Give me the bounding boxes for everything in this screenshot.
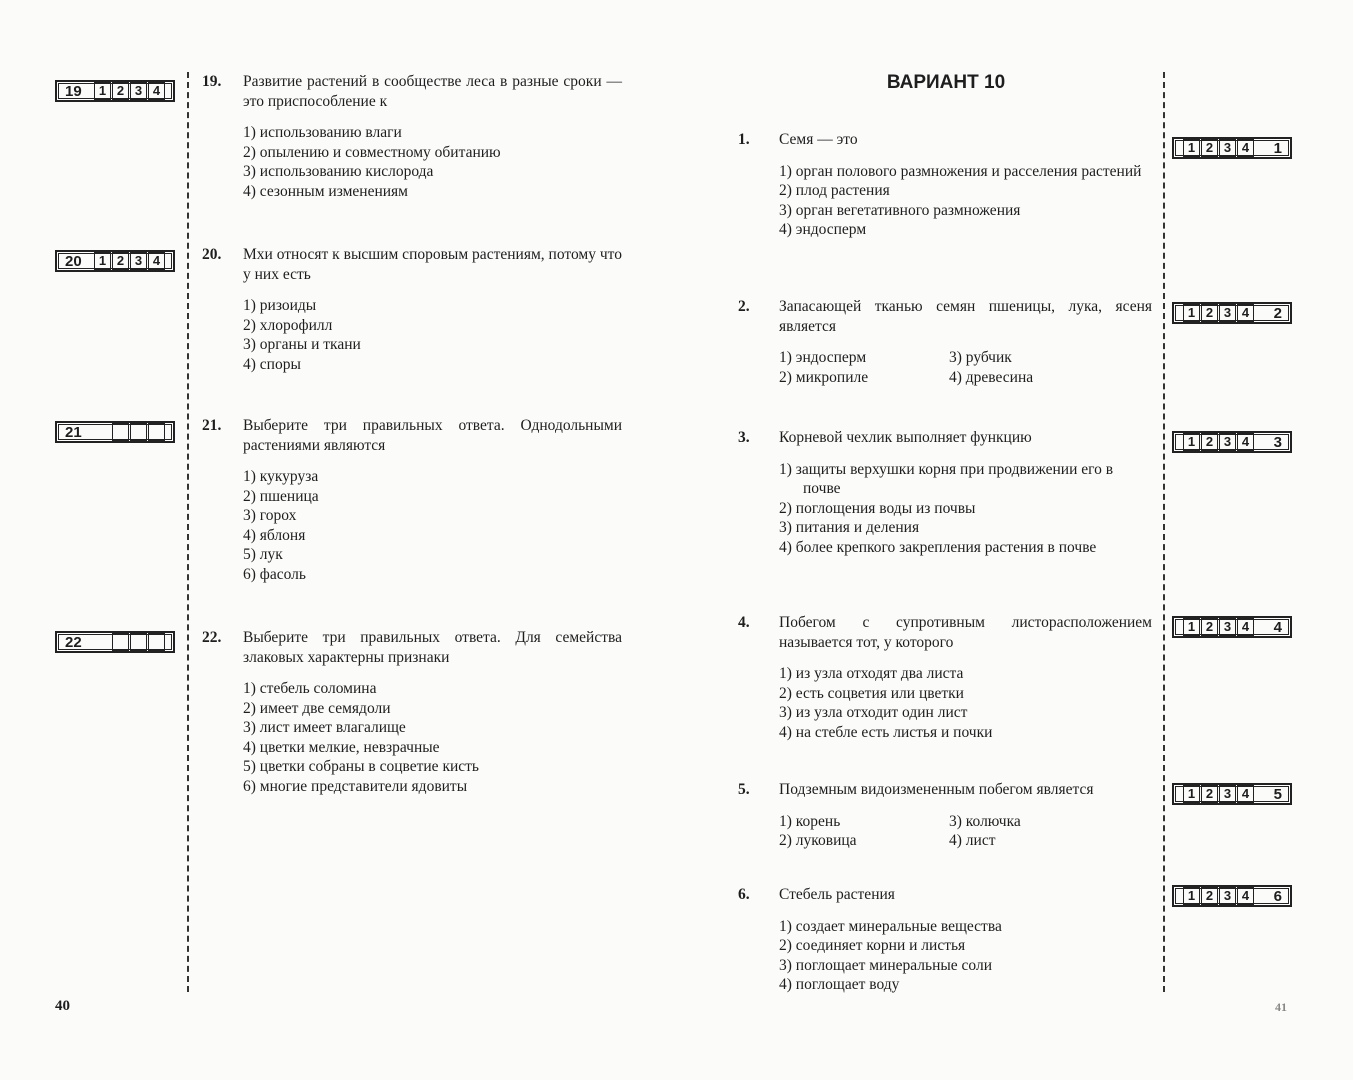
answer-cell[interactable] bbox=[130, 423, 147, 441]
answer-cell[interactable]: 4 bbox=[1237, 433, 1254, 451]
option: 3) питания и деления bbox=[779, 519, 920, 536]
answer-cell[interactable] bbox=[112, 633, 129, 651]
option-list bbox=[779, 162, 1152, 240]
answer-box-label: 5 bbox=[1273, 785, 1282, 803]
answer-box-label: 21 bbox=[65, 423, 82, 441]
option: 3) рубчик bbox=[949, 349, 1012, 366]
question-text: Выберите три правильных ответа. Однодольными растениями являются bbox=[243, 417, 622, 454]
answer-box[interactable] bbox=[1172, 137, 1292, 159]
page-number-right: 41 bbox=[1275, 1000, 1287, 1014]
answer-box[interactable] bbox=[55, 421, 175, 443]
answer-cell[interactable]: 4 bbox=[1237, 887, 1254, 905]
question-number: 3. bbox=[738, 429, 750, 446]
question-text: Корневой чехлик выполняет функцию bbox=[779, 429, 1032, 446]
option: 1) ризоиды bbox=[243, 297, 317, 314]
question-text: Побегом с супротивным листорасположением называется тот, у которого bbox=[779, 614, 1152, 651]
option: 3) из узла отходит один лист bbox=[779, 704, 968, 721]
answer-cells bbox=[111, 423, 165, 441]
question-number: 1. bbox=[738, 131, 750, 148]
option: 4) яблоня bbox=[243, 526, 306, 544]
question-number: 2. bbox=[738, 298, 750, 315]
option: 4) на стебле есть листья и почки bbox=[779, 723, 993, 741]
answer-cells bbox=[1182, 785, 1254, 803]
answer-cell[interactable]: 2 bbox=[1201, 785, 1218, 803]
answer-cell[interactable]: 1 bbox=[1183, 433, 1200, 451]
option: 3) колючка bbox=[949, 812, 1021, 830]
question bbox=[202, 72, 622, 201]
option: 2) имеет две семядоли bbox=[243, 699, 391, 717]
option-list bbox=[779, 348, 1152, 387]
answer-cells bbox=[1182, 139, 1254, 157]
question bbox=[738, 297, 1152, 387]
option: 1) корень bbox=[779, 812, 841, 830]
option: 1) кукуруза bbox=[243, 468, 319, 485]
option: 1) из узла отходят два листа bbox=[779, 665, 964, 682]
option-list bbox=[779, 460, 1152, 558]
option: 2) опылению и совместному обитанию bbox=[243, 143, 501, 161]
option: 2) поглощения воды из почвы bbox=[779, 499, 976, 517]
question-text: Развитие растений в сообществе леса в разные сроки — это приспособление к bbox=[243, 73, 622, 110]
option: 2) луковица bbox=[779, 832, 857, 849]
option: 3) горох bbox=[243, 507, 297, 524]
option: 4) споры bbox=[243, 355, 301, 373]
option: 5) цветки собраны в соцветие кисть bbox=[243, 758, 479, 775]
right-cut-line bbox=[1163, 72, 1165, 992]
answer-cell[interactable]: 2 bbox=[112, 252, 129, 270]
answer-cell[interactable]: 3 bbox=[130, 82, 147, 100]
option: 4) цветки мелкие, невзрачные bbox=[243, 738, 440, 756]
option: 3) лист имеет влагалище bbox=[243, 719, 406, 736]
answer-box-label: 3 bbox=[1273, 433, 1282, 451]
option: 4) более крепкого закрепления растения в почве bbox=[779, 538, 1097, 556]
option-list bbox=[779, 664, 1152, 742]
answer-cell[interactable]: 1 bbox=[94, 252, 111, 270]
answer-box-label: 6 bbox=[1273, 887, 1282, 905]
answer-cell[interactable]: 3 bbox=[1219, 139, 1236, 157]
option: 4) сезонным изменениям bbox=[243, 182, 408, 200]
answer-cell[interactable]: 4 bbox=[148, 82, 165, 100]
answer-box[interactable] bbox=[55, 80, 175, 102]
answer-cell[interactable]: 1 bbox=[1183, 618, 1200, 636]
answer-cell[interactable]: 3 bbox=[1219, 785, 1236, 803]
option: 1) орган полового размножения и расселения растений bbox=[779, 162, 1142, 180]
option: 1) стебель соломина bbox=[243, 680, 377, 697]
option: 4) лист bbox=[949, 832, 996, 849]
question bbox=[202, 245, 622, 374]
answer-cell[interactable]: 1 bbox=[1183, 139, 1200, 157]
option-list bbox=[243, 467, 622, 584]
answer-cell[interactable]: 2 bbox=[1201, 433, 1218, 451]
option: 4) поглощает воду bbox=[779, 976, 900, 993]
question-number: 4. bbox=[738, 614, 750, 631]
answer-cell[interactable]: 1 bbox=[94, 82, 111, 100]
answer-cell[interactable]: 4 bbox=[1237, 304, 1254, 322]
question-text: Семя — это bbox=[779, 131, 858, 148]
question-text: Выберите три правильных ответа. Для семейства злаковых характерны признаки bbox=[243, 629, 622, 666]
answer-cell[interactable]: 2 bbox=[112, 82, 129, 100]
question-number: 21. bbox=[202, 417, 222, 434]
option: 6) фасоль bbox=[243, 565, 306, 583]
answer-cell[interactable]: 3 bbox=[130, 252, 147, 270]
answer-box[interactable] bbox=[55, 631, 175, 653]
answer-cells bbox=[93, 252, 165, 270]
answer-cell[interactable] bbox=[130, 633, 147, 651]
option: 1) использованию влаги bbox=[243, 124, 402, 141]
option: 2) пшеница bbox=[243, 487, 319, 505]
question-text: Запасающей тканью семян пшеницы, лука, ясеня является bbox=[779, 298, 1152, 335]
answer-cell[interactable] bbox=[148, 423, 165, 441]
question bbox=[202, 416, 622, 584]
question bbox=[738, 885, 1152, 995]
variant-title: ВАРИАНТ 10 bbox=[886, 72, 1006, 93]
answer-cell[interactable]: 2 bbox=[1201, 304, 1218, 322]
question-text: Стебель растения bbox=[779, 886, 895, 903]
question-number: 6. bbox=[738, 886, 750, 903]
answer-cell[interactable] bbox=[148, 633, 165, 651]
answer-cell[interactable]: 3 bbox=[1219, 618, 1236, 636]
option: 3) органы и ткани bbox=[243, 336, 361, 353]
option: 3) поглощает минеральные соли bbox=[779, 956, 992, 974]
answer-cell[interactable]: 4 bbox=[1237, 139, 1254, 157]
question bbox=[202, 628, 622, 796]
answer-cells bbox=[1182, 433, 1254, 451]
answer-cell[interactable]: 4 bbox=[1237, 785, 1254, 803]
option: 1) создает минеральные вещества bbox=[779, 917, 1002, 935]
option: 2) микропиле bbox=[779, 368, 869, 386]
question-text: Подземным видоизмененным побегом является bbox=[779, 781, 1094, 798]
question bbox=[738, 613, 1152, 742]
option: 1) защиты верхушки корня при продвижении его в почве bbox=[779, 460, 1114, 497]
answer-box-label: 1 bbox=[1273, 139, 1282, 157]
answer-box-label: 2 bbox=[1273, 304, 1282, 322]
answer-cell[interactable]: 3 bbox=[1219, 304, 1236, 322]
question-number: 20. bbox=[202, 246, 222, 263]
answer-box-label: 22 bbox=[65, 633, 82, 651]
answer-box-label: 19 bbox=[65, 82, 82, 100]
answer-cell[interactable]: 1 bbox=[1183, 304, 1200, 322]
option: 2) хлорофилл bbox=[243, 316, 333, 334]
answer-box[interactable] bbox=[1172, 885, 1292, 907]
answer-cells bbox=[111, 633, 165, 651]
answer-box-label: 20 bbox=[65, 252, 82, 270]
option-list bbox=[779, 812, 1152, 851]
question-number: 5. bbox=[738, 781, 750, 798]
question-number: 22. bbox=[202, 629, 222, 646]
answer-cell[interactable]: 2 bbox=[1201, 618, 1218, 636]
answer-box[interactable] bbox=[1172, 616, 1292, 638]
question bbox=[738, 428, 1152, 557]
option: 6) многие представители ядовиты bbox=[243, 777, 468, 795]
option: 5) лук bbox=[243, 546, 283, 563]
answer-cell[interactable]: 2 bbox=[1201, 139, 1218, 157]
left-cut-line bbox=[187, 72, 189, 992]
option: 2) есть соцветия или цветки bbox=[779, 684, 964, 702]
option: 3) орган вегетативного размножения bbox=[779, 201, 1021, 219]
answer-cell[interactable]: 1 bbox=[1183, 785, 1200, 803]
answer-cells bbox=[1182, 887, 1254, 905]
option: 1) эндосперм bbox=[779, 349, 867, 366]
answer-box[interactable] bbox=[1172, 783, 1292, 805]
option-list bbox=[243, 123, 622, 201]
option: 4) эндосперм bbox=[779, 221, 867, 238]
answer-cell[interactable]: 1 bbox=[1183, 887, 1200, 905]
option: 4) древесина bbox=[949, 368, 1034, 386]
question bbox=[738, 130, 1152, 240]
question-text: Мхи относят к высшим споровым растениям, потому что у них есть bbox=[243, 246, 622, 283]
answer-cell[interactable]: 2 bbox=[1201, 887, 1218, 905]
option-list bbox=[243, 679, 622, 796]
answer-cell[interactable]: 3 bbox=[1219, 433, 1236, 451]
answer-cells bbox=[1182, 618, 1254, 636]
option-list bbox=[779, 917, 1152, 995]
option-list bbox=[243, 296, 622, 374]
option: 2) плод растения bbox=[779, 182, 890, 199]
question-number: 19. bbox=[202, 73, 222, 90]
page-number-left: 40 bbox=[55, 998, 70, 1014]
option: 2) соединяет корни и листья bbox=[779, 937, 966, 954]
answer-cell[interactable]: 3 bbox=[1219, 887, 1236, 905]
answer-box[interactable] bbox=[1172, 431, 1292, 453]
answer-box-label: 4 bbox=[1273, 618, 1282, 636]
question bbox=[738, 780, 1152, 851]
answer-box[interactable] bbox=[1172, 302, 1292, 324]
answer-cells bbox=[1182, 304, 1254, 322]
answer-box[interactable] bbox=[55, 250, 175, 272]
answer-cell[interactable]: 4 bbox=[148, 252, 165, 270]
option: 3) использованию кислорода bbox=[243, 163, 434, 180]
answer-cell[interactable]: 4 bbox=[1237, 618, 1254, 636]
answer-cell[interactable] bbox=[112, 423, 129, 441]
answer-cells bbox=[93, 82, 165, 100]
